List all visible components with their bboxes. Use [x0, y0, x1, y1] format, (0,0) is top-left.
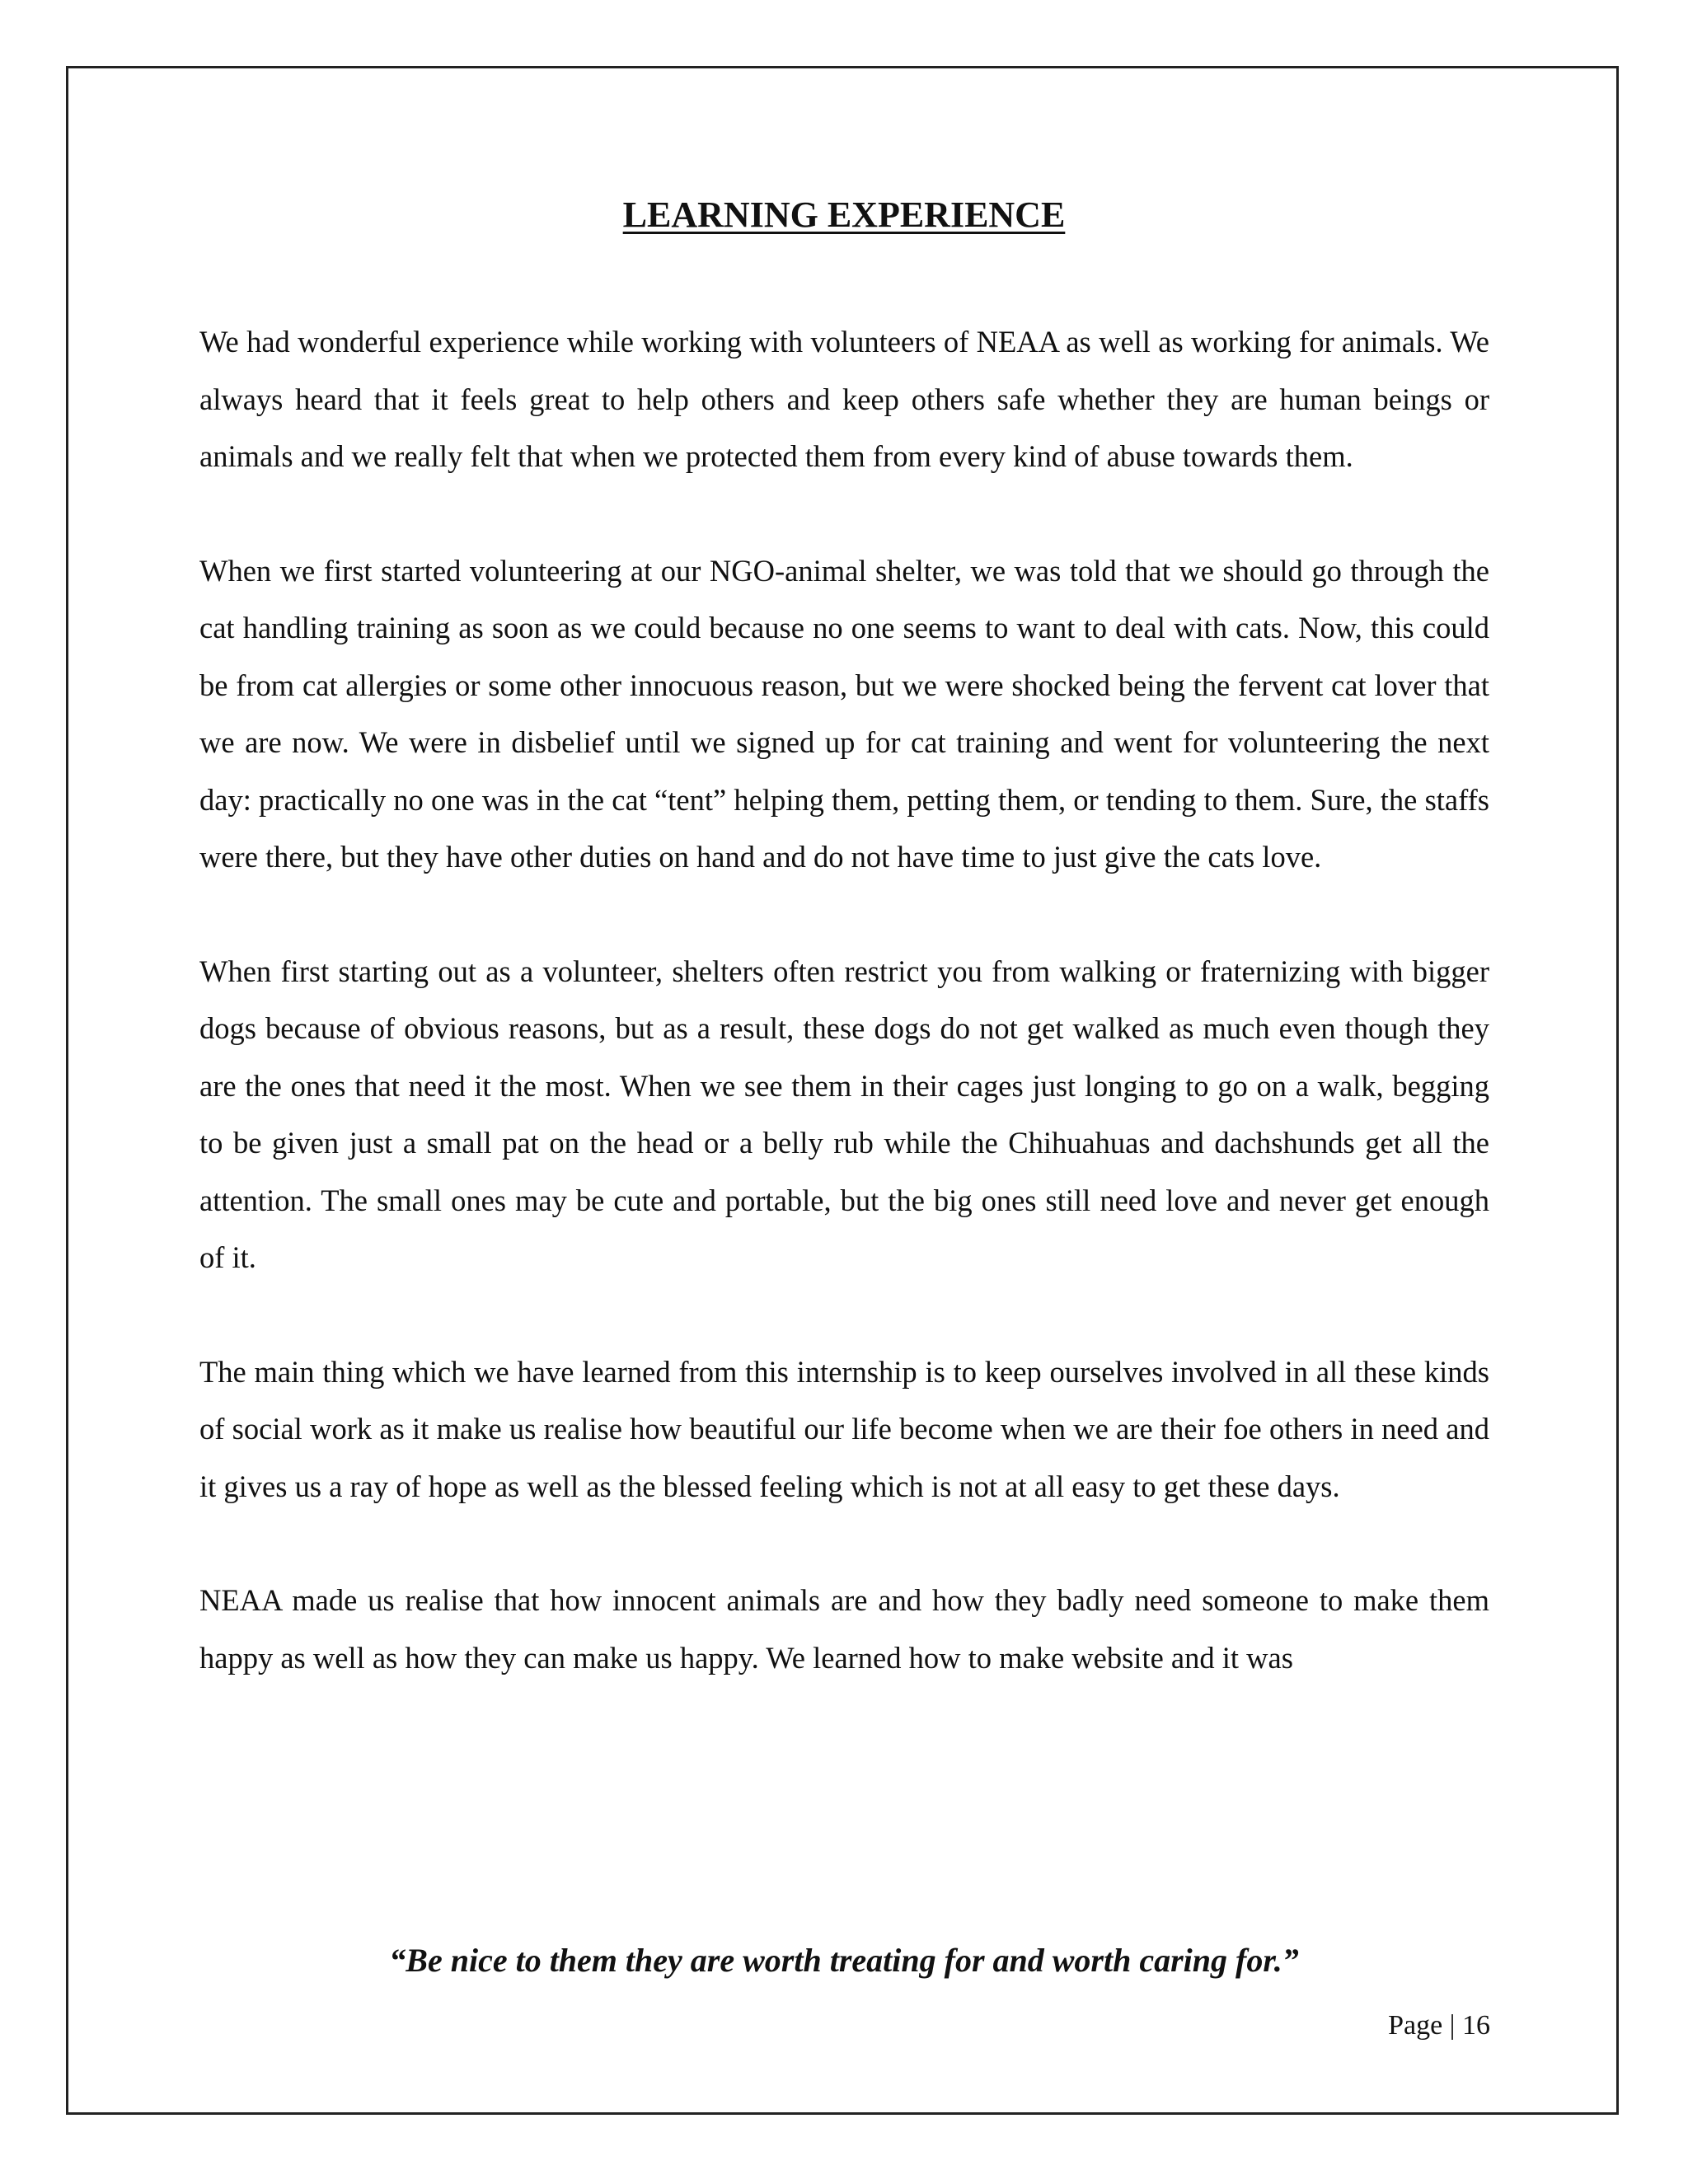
- page-number: Page | 16: [1388, 2010, 1490, 2041]
- paragraph-3: When first starting out as a volunteer, shelters often restrict you from walking or fraternizing with bigger dogs because of obvious reasons, but as a result, these dogs do not get walked as much even though they are the ones that need it the most. When we see them in their cages just longing to go on a walk, begging to be given just a small pat on the head or a belly rub while the Chihuahuas and dachshunds get all the attention. The small ones may be cute and portable, but the big ones still need love and never get enough of it.: [199, 954, 1489, 1274]
- footer-quote: “Be nice to them they are worth treating for and worth caring for.”: [389, 1942, 1299, 1979]
- paragraph-1: We had wonderful experience while working with volunteers of NEAA as well as working for animals. We always heard that it feels great to help others and keep others safe whether they are human beings or animals and we really felt that when we protected them from every kind of abuse towards them.: [199, 325, 1489, 473]
- paragraph-5: NEAA made us realise that how innocent animals are and how they badly need someone to make them happy as well as how they can make us happy. We learned how to make website and it was: [199, 1583, 1489, 1675]
- page-title: LEARNING EXPERIENCE: [622, 194, 1066, 235]
- paragraph-2: When we first started volunteering at our NGO-animal shelter, we was told that we should go through the cat handling training as soon as we could because no one seems to want to deal with cats. Now, this could be from cat allergies or some other innocuous reason, but we were shocked being the fervent cat lover that we are now. We were in disbelief until we signed up for cat training and went for volunteering the next day: practically no one was in the cat “tent” helping them, petting them, or tending to them. Sure, the staffs were there, but they have other duties on hand and do not have time to just give the cats love.: [199, 553, 1489, 874]
- body-text: [199, 313, 1489, 1743]
- paragraph-4: The main thing which we have learned from this internship is to keep ourselves involved in all these kinds of social work as it make us realise how beautiful our life become when we are their foe others in need and it gives us a ray of hope as well as the blessed feeling which is not at all easy to get these days.: [199, 1354, 1489, 1503]
